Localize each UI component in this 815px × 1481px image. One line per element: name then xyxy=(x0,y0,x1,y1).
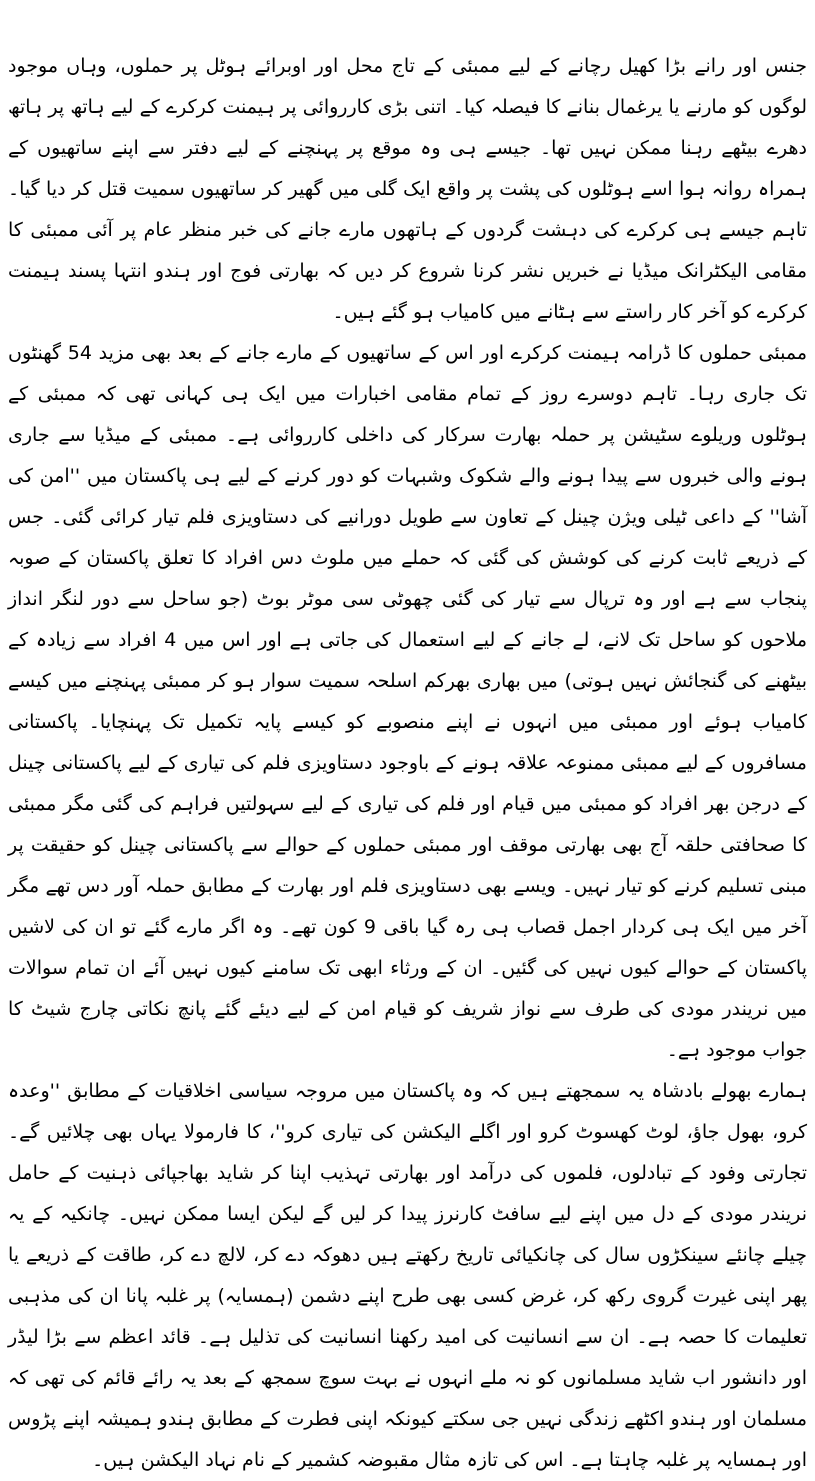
paragraph-1: جنس اور رانے بڑا کھیل رچانے کے لیے ممبئی کے تاج محل اور اوبرائے ہوٹل پر حملوں، وہاں موجود لوگوں کو مارنے یا یرغمال بنانے کا فیصلہ کیا۔ اتنی بڑی کارروائی پر ہیمنت کرکرے کے لیے ہاتھ پر ہاتھ دھرے بیٹھے رہنا ممکن نہیں تھا۔ جیسے ہی وہ موقع پر پہنچنے کے لیے دفتر سے اپنے ساتھیوں کے ہمراہ روانہ ہوا اسے ہوٹلوں کی پشت پر واقع ایک گلی میں گھیر کر ساتھیوں سمیت قتل کر دیا گیا۔ تاہم جیسے ہی کرکرے کی دہشت گردوں کے ہاتھوں مارے جانے کی خبر منظر عام پر آئی ممبئی کا مقامی الیکٹرانک میڈیا نے خبریں نشر کرنا شروع کر دیں کہ بھارتی فوج اور ہندو انتہا پسند ہیمنت کرکرے کو آخر کار راستے سے ہٹانے میں کامیاب ہو گئے ہیں۔ xyxy=(8,55,808,323)
paragraph-3: ہمارے بھولے بادشاہ یہ سمجھتے ہیں کہ وہ پاکستان میں مروجہ سیاسی اخلاقیات کے مطابق ''وعدہ کرو، بھول جاؤ، لوٹ کھسوٹ کرو اور اگلے الیکشن کی تیاری کرو''، کا فارمولا یہاں بھی چلائیں گے۔ تجارتی وفود کے تبادلوں، فلموں کی درآمد اور بھارتی تہذیب اپنا کر شاید بھاجپائی ذہنیت کے حامل نریندر مودی کے دل میں اپنے لیے سافٹ کارنرز پیدا کر لیں گے لیکن ایسا ممکن نہیں۔ چانکیہ کے یہ چیلے چانئے سینکڑوں سال کی چانکیائی تاریخ رکھتے ہیں دھوکہ دے کر، لالچ دے کر، طاقت کے ذریعے یا پھر اپنی غیرت گروی رکھ کر، غرض کسی بھی طرح اپنے دشمن (ہمسایہ) پر غلبہ پانا ان کی مذہبی تعلیمات کا حصہ ہے۔ ان سے انسانیت کی امید رکھنا انسانیت کی تذلیل ہے۔ قائد اعظم سے بڑا لیڈر اور دانشور اب شاید مسلمانوں کو نہ ملے انہوں نے بہت سوچ سمجھ کے بعد یہ رائے قائم کی تھی کہ مسلمان اور ہندو اکٹھے زندگی نہیں جی سکتے کیونکہ اپنی فطرت کے مطابق ہندو ہمیشہ اپنے پڑوس اور ہمسایہ پر غلبہ چاہتا ہے۔ اس کی تازہ مثال مقبوضہ کشمیر کے نام نہاد الیکشن ہیں۔ xyxy=(8,1080,807,1471)
paragraph-2: ممبئی حملوں کا ڈرامہ ہیمنت کرکرے اور اس کے ساتھیوں کے مارے جانے کے بعد بھی مزید 54 گھنٹوں تک جاری رہا۔ تاہم دوسرے روز کے تمام مقامی اخبارات میں ایک ہی کہانی تھی کہ ممبئی کے ہوٹلوں وریلوے سٹیشن پر حملہ بھارت سرکار کی داخلی کارروائی ہے۔ ممبئی کے میڈیا سے جاری ہونے والی خبروں سے پیدا ہونے والے شکوک وشبہات کو دور کرنے کے لیے ہی پاکستان میں ''امن کی آشا'' کے داعی ٹیلی ویژن چینل کے تعاون سے طویل دورانیے کی دستاویزی فلم تیار کرائی گئی۔ جس کے ذریعے ثابت کرنے کی کوشش کی گئی کہ حملے میں ملوث دس افراد کا تعلق پاکستان کے صوبہ پنجاب سے ہے اور وہ ترپال سے تیار کی گئی چھوٹی سی موٹر بوٹ (جو ساحل سے دور لنگر انداز ملاحوں کو ساحل تک لانے، لے جانے کے لیے استعمال کی جاتی ہے اور اس میں 4 افراد سے زیادہ کے بیٹھنے کی گنجائش نہیں ہوتی) میں بھاری بھرکم اسلحہ سمیت سوار ہو کر ممبئی پہنچنے میں کیسے کامیاب ہوئے اور ممبئی میں انہوں نے اپنے منصوبے کو کیسے پایہ تکمیل تک پہنچایا۔ پاکستانی مسافروں کے لیے ممبئی ممنوعہ علاقہ ہونے کے باوجود دستاویزی فلم کی تیاری کے لیے پاکستانی چینل کے درجن بھر افراد کو ممبئی میں قیام اور فلم کی تیاری کے لیے سہولتیں فراہم کی گئی مگر ممبئی کا صحافتی حلقہ آج بھی بھارتی موقف اور ممبئی حملوں کے حوالے سے پاکستانی چینل کو حقیقت پر مبنی تسلیم کرنے کو تیار نہیں۔ ویسے بھی دستاویزی فلم اور بھارت کے مطابق حملہ آور دس تھے مگر آخر میں ایک ہی کردار اجمل قصاب ہی رہ گیا باقی 9 کون تھے۔ وہ اگر مارے گئے تو ان کی لاشیں پاکستان کے حوالے کیوں نہیں کی گئیں۔ ان کے ورثاء ابھی تک سامنے کیوں نہیں آئے ان تمام سوالات میں نریندر مودی کی طرف سے نواز شریف کو قیام امن کے لیے دیئے گئے پانچ نکاتی چارج شیٹ کا جواب موجود ہے۔ xyxy=(8,342,807,1061)
article-body xyxy=(8,46,807,1481)
